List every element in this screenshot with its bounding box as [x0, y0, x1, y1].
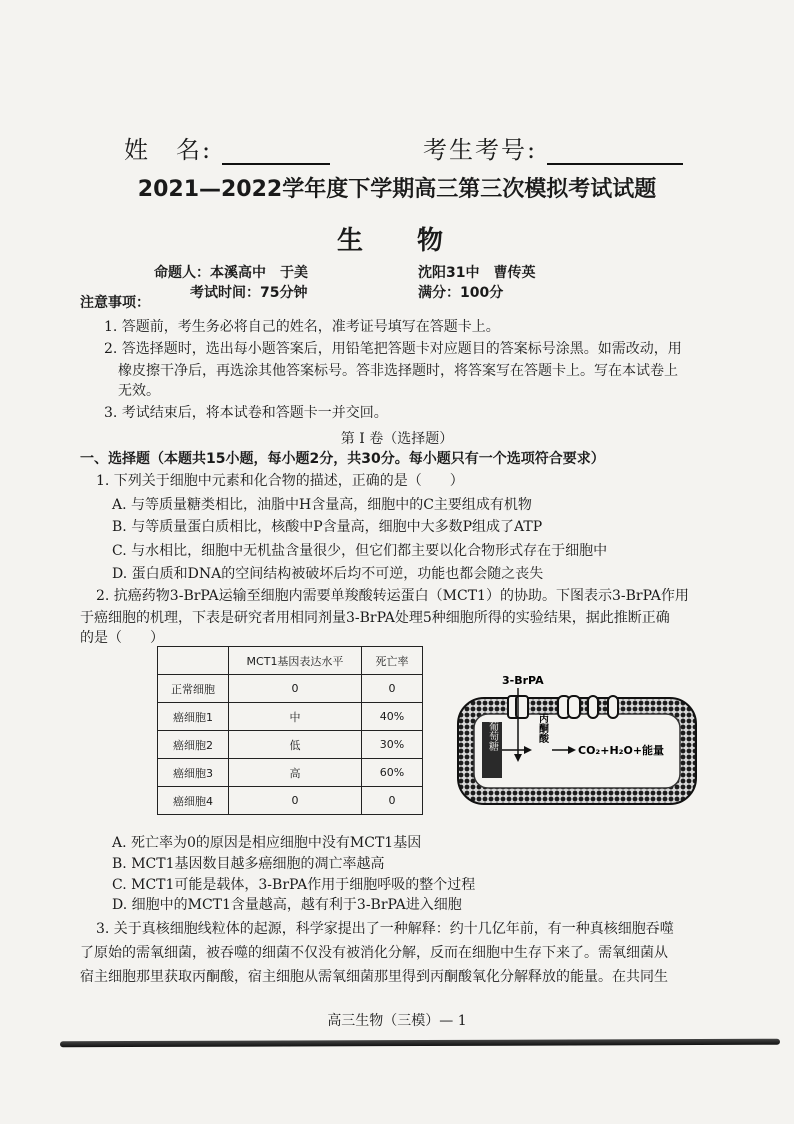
glucose-label: 葡萄糖 — [486, 721, 498, 751]
table-header: 死亡率 — [362, 647, 423, 675]
exam-time: 考试时间：75分钟 — [190, 285, 308, 301]
q1-stem: 1. 下列关于细胞中元素和化合物的描述，正确的是（ ） — [96, 473, 464, 489]
name-row — [124, 130, 683, 165]
q1-option-b: B. 与等质量蛋白质相比，核酸中P含量高，细胞中大多数P组成了ATP — [112, 519, 543, 535]
author-2: 沈阳31中 曹传英 — [418, 265, 536, 281]
name-blank[interactable] — [222, 137, 330, 165]
table-cell: 高 — [229, 759, 362, 787]
table-row — [158, 675, 423, 703]
membrane-protein — [608, 696, 618, 718]
q1-option-a: A. 与等质量糖类相比，油脂中H含量高，细胞中的C主要组成有机物 — [112, 497, 532, 513]
table-cell: 0 — [229, 787, 362, 815]
q3-line-2: 了原始的需氧细菌，被吞噬的细菌不仅没有被消化分解，反而在细胞中生存下来了。需氧细菌从 — [80, 945, 668, 961]
table-cell: 0 — [229, 675, 362, 703]
table-row — [158, 759, 423, 787]
table-cell: 60% — [362, 759, 423, 787]
q2-option-b: B. MCT1基因数目越多癌细胞的凋亡率越高 — [112, 856, 385, 872]
product-label: CO₂+H₂O+能量 — [578, 744, 665, 757]
mct1-table — [157, 646, 423, 815]
table-header-row — [158, 647, 423, 675]
bottom-rule — [60, 1039, 780, 1048]
q2-option-d: D. 细胞中的MCT1含量越高，越有利于3-BrPA进入细胞 — [112, 897, 462, 913]
note-3: 3. 考试结束后，将本试卷和答题卡一并交回。 — [104, 405, 388, 421]
q3-line-3: 宿主细胞那里获取丙酮酸，宿主细胞从需氧细菌那里得到丙酮酸氧化分解释放的能量。在共同生 — [80, 969, 668, 985]
q2-stem-3: 的是（ ） — [80, 630, 164, 646]
exam-number-blank[interactable] — [547, 141, 683, 165]
membrane-protein — [568, 696, 580, 718]
drug-label: 3-BrPA — [502, 674, 544, 687]
table-cell: 癌细胞2 — [158, 731, 229, 759]
section-heading: 一、选择题（本题共15小题，每小题2分，共30分。每小题只有一个选项符合要求） — [80, 451, 605, 467]
q1-option-c: C. 与水相比，细胞中无机盐含量很少，但它们都主要以化合物形式存在于细胞中 — [112, 543, 608, 559]
cell-diagram — [452, 670, 702, 810]
table-cell: 40% — [362, 703, 423, 731]
table-cell: 癌细胞4 — [158, 787, 229, 815]
full-score: 满分：100分 — [418, 285, 504, 301]
table-row — [158, 703, 423, 731]
note-2-end: 无效。 — [118, 383, 160, 399]
table-cell: 0 — [362, 675, 423, 703]
exam-number-label: 考生考号: — [423, 136, 538, 164]
table-cell: 低 — [229, 731, 362, 759]
subject-title: 生 物 — [336, 226, 457, 256]
page-footer: 高三生物（三模）— 1 — [327, 1013, 467, 1029]
name-label: 姓 名: — [124, 136, 213, 164]
exam-title: 2021—2022学年度下学期高三第三次模拟考试试题 — [137, 177, 657, 202]
table-row — [158, 787, 423, 815]
pyruvate-label: 丙酮酸 — [536, 713, 548, 743]
table-cell: 癌细胞1 — [158, 703, 229, 731]
section-label: 第 I 卷（选择题） — [340, 431, 454, 447]
q2-stem-1: 2. 抗癌药物3-BrPA运输至细胞内需要单羧酸转运蛋白（MCT1）的协助。下图表示3-BrPA作用 — [96, 588, 689, 604]
table-header — [158, 647, 229, 675]
note-1: 1. 答题前，考生务必将自己的姓名，准考证号填写在答题卡上。 — [104, 319, 500, 335]
table-cell: 30% — [362, 731, 423, 759]
table-row — [158, 731, 423, 759]
table-header: MCT1基因表达水平 — [229, 647, 362, 675]
q2-option-a: A. 死亡率为0的原因是相应细胞中没有MCT1基因 — [112, 835, 422, 851]
q2-stem-2: 于癌细胞的机理，下表是研究者用相同剂量3-BrPA处理5种细胞所得的实验结果，据此推断正确 — [80, 610, 670, 626]
note-2: 2. 答选择题时，选出每小题答案后，用铅笔把答题卡对应题目的答案标号涂黑。如需改动，用 — [104, 341, 682, 357]
table-cell: 中 — [229, 703, 362, 731]
author: 命题人：本溪高中 于美 — [154, 265, 308, 281]
q1-option-d: D. 蛋白质和DNA的空间结构被破坏后均不可逆，功能也都会随之丧失 — [112, 566, 544, 582]
table-cell: 0 — [362, 787, 423, 815]
table-cell: 正常细胞 — [158, 675, 229, 703]
table-cell: 癌细胞3 — [158, 759, 229, 787]
q3-line-1: 3. 关于真核细胞线粒体的起源，科学家提出了一种解释：约十几亿年前，有一种真核细胞吞噬 — [96, 921, 674, 937]
membrane-protein — [588, 696, 598, 718]
notes-heading: 注意事项： — [80, 295, 150, 311]
note-2-cont: 橡皮擦干净后，再选涂其他答案标号。答非选择题时，将答案写在答题卡上。写在本试卷上 — [118, 363, 678, 379]
q2-option-c: C. MCT1可能是载体，3-BrPA作用于细胞呼吸的整个过程 — [112, 877, 476, 893]
